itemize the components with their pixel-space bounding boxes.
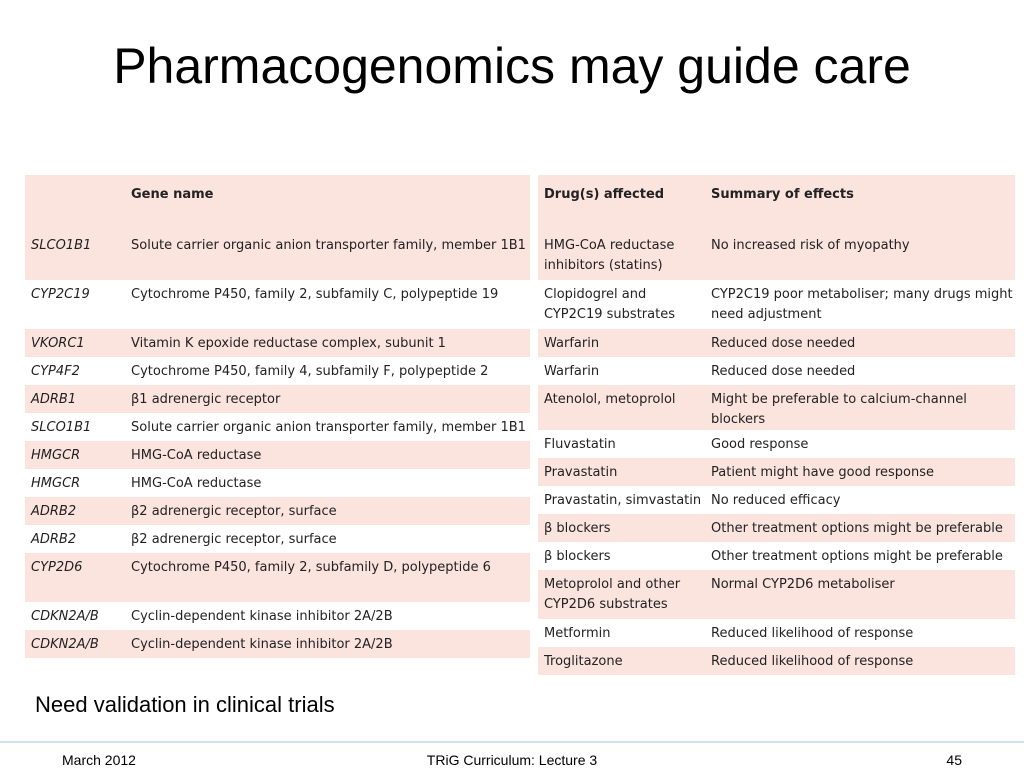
table-row <box>25 469 530 497</box>
gene-name-header: Gene name <box>131 187 214 202</box>
table-row <box>25 525 530 553</box>
table-row <box>538 647 1015 675</box>
gene-name-cell: Cyclin-dependent kinase inhibitor 2A/2B <box>131 609 393 624</box>
table-row <box>538 514 1015 542</box>
effect-cell: Other treatment options might be preferable <box>711 521 1003 536</box>
validation-note: Need validation in clinical trials <box>35 692 335 717</box>
table-row <box>25 602 530 630</box>
footer-divider <box>0 741 1024 743</box>
effect-cell: Good response <box>711 437 809 452</box>
gene-symbol-cell: CDKN2A/B <box>31 609 99 624</box>
gene-name-cell: Solute carrier organic anion transporter family, member 1B1 <box>131 238 526 253</box>
gene-symbol-cell: HMGCR <box>31 448 81 463</box>
table-row <box>538 458 1015 486</box>
drug-cell: HMG-CoA reductase inhibitors (statins) <box>544 238 675 273</box>
gene-symbol-cell: ADRB2 <box>31 532 77 547</box>
gene-table <box>25 175 530 658</box>
table-row <box>25 630 530 658</box>
effect-cell: Reduced dose needed <box>711 336 856 351</box>
table-row <box>538 231 1015 280</box>
gene-symbol-cell: CYP4F2 <box>31 364 80 379</box>
gene-name-cell: Cytochrome P450, family 2, subfamily D, polypeptide 6 <box>131 560 491 575</box>
table-row <box>538 486 1015 514</box>
table-row <box>538 570 1015 619</box>
table-row <box>538 280 1015 329</box>
gene-symbol-cell: HMGCR <box>31 476 81 491</box>
table-row <box>538 542 1015 570</box>
gene-name-cell: Solute carrier organic anion transporter family, member 1B1 <box>131 420 526 435</box>
drug-cell: Fluvastatin <box>544 437 616 452</box>
drug-cell: Troglitazone <box>544 654 623 669</box>
effect-cell: Might be preferable to calcium-channel blockers <box>711 392 967 427</box>
gene-symbol-cell: CDKN2A/B <box>31 637 99 652</box>
gene-symbol-cell: CYP2C19 <box>31 287 90 302</box>
table-row <box>538 385 1015 430</box>
gene-table-header <box>25 175 530 231</box>
drug-cell: β blockers <box>544 521 611 536</box>
gene-name-cell: Cytochrome P450, family 2, subfamily C, polypeptide 19 <box>131 287 499 302</box>
summary-of-effects-header: Summary of effects <box>711 187 854 202</box>
gene-symbol-cell: VKORC1 <box>31 336 85 351</box>
table-row <box>538 619 1015 647</box>
gene-name-cell: Cytochrome P450, family 4, subfamily F, polypeptide 2 <box>131 364 489 379</box>
table-row <box>25 329 530 357</box>
drugs-affected-header: Drug(s) affected <box>544 187 665 202</box>
drug-cell: β blockers <box>544 549 611 564</box>
drug-cell: Pravastatin, simvastatin <box>544 493 702 508</box>
drug-table-header <box>538 175 1015 231</box>
gene-name-cell: Vitamin K epoxide reductase complex, subunit 1 <box>131 336 446 351</box>
gene-name-cell: Cyclin-dependent kinase inhibitor 2A/2B <box>131 637 393 652</box>
footer-date: March 2012 <box>62 752 136 768</box>
gene-name-cell: HMG-CoA reductase <box>131 448 262 463</box>
effect-cell: Reduced likelihood of response <box>711 626 914 641</box>
drug-cell: Metformin <box>544 626 611 641</box>
footer-course-title: TRiG Curriculum: Lecture 3 <box>426 752 598 768</box>
drug-cell: Metoprolol and other CYP2D6 substrates <box>544 577 681 612</box>
effect-cell: CYP2C19 poor metaboliser; many drugs might need adjustment <box>711 287 1013 322</box>
page-number: 45 <box>946 752 962 768</box>
effect-cell: Other treatment options might be preferable <box>711 549 1003 564</box>
drug-cell: Warfarin <box>544 364 600 379</box>
table-row <box>25 357 530 385</box>
effect-cell: Reduced likelihood of response <box>711 654 914 669</box>
gene-name-cell: β2 adrenergic receptor, surface <box>131 532 337 547</box>
drug-cell: Warfarin <box>544 336 600 351</box>
effect-cell: Normal CYP2D6 metaboliser <box>711 577 895 592</box>
slide-title: Pharmacogenomics may guide care <box>113 38 911 94</box>
gene-symbol-cell: CYP2D6 <box>31 560 83 575</box>
effect-cell: Patient might have good response <box>711 465 935 480</box>
gene-name-cell: β1 adrenergic receptor <box>131 392 281 407</box>
drug-cell: Pravastatin <box>544 465 618 480</box>
table-row <box>538 329 1015 357</box>
gene-symbol-header <box>25 175 125 231</box>
gene-symbol-cell: SLCO1B1 <box>31 238 92 253</box>
table-row <box>25 280 530 329</box>
gene-symbol-cell: ADRB1 <box>31 392 77 407</box>
drug-cell: Clopidogrel and CYP2C19 substrates <box>544 287 675 322</box>
gene-name-cell: β2 adrenergic receptor, surface <box>131 504 337 519</box>
table-row <box>25 441 530 469</box>
gene-symbol-cell: SLCO1B1 <box>31 420 92 435</box>
table-row <box>538 357 1015 385</box>
effect-cell: No reduced efficacy <box>711 493 841 508</box>
table-row <box>25 553 530 602</box>
drug-effects-table <box>538 175 1015 675</box>
gene-name-cell: HMG-CoA reductase <box>131 476 262 491</box>
table-row <box>25 385 530 413</box>
effect-cell: No increased risk of myopathy <box>711 238 910 253</box>
table-row <box>538 430 1015 458</box>
table-row <box>25 497 530 525</box>
drug-cell: Atenolol, metoprolol <box>544 392 676 407</box>
effect-cell: Reduced dose needed <box>711 364 856 379</box>
table-row <box>25 413 530 441</box>
gene-symbol-cell: ADRB2 <box>31 504 77 519</box>
table-row <box>25 231 530 280</box>
